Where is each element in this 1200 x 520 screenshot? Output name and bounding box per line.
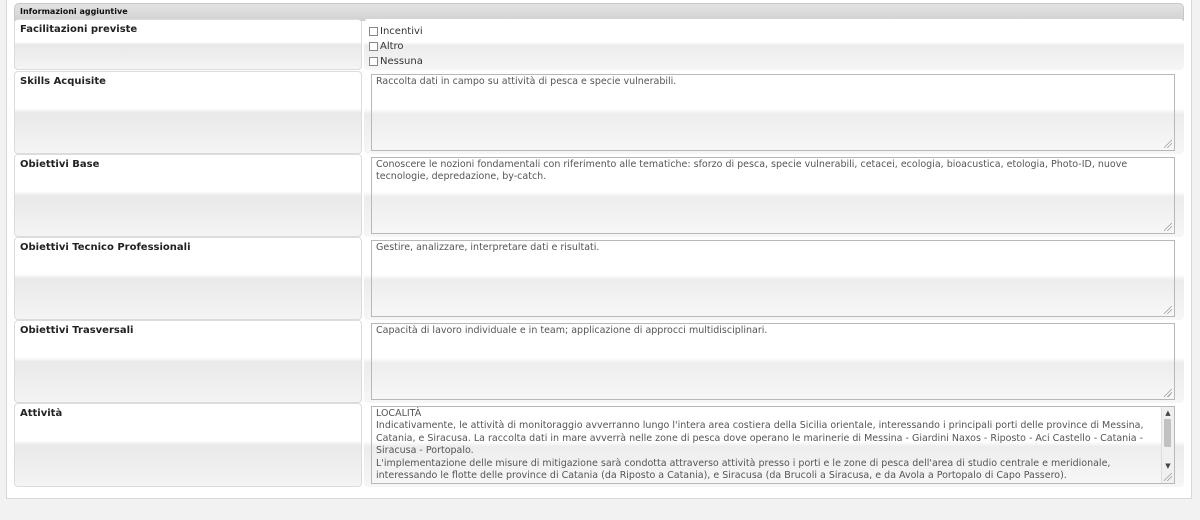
row-facilitazioni	[14, 19, 1184, 70]
scroll-thumb[interactable]	[1164, 419, 1171, 447]
skills-value	[364, 71, 1184, 154]
attivita-line-2: Indicativamente, le attività di monitoraggio avverranno lungo l'intera area costiera della Sicilia orientale, interessando i principali porti delle province di Messina, Catania, e Siracusa. La raccolta dati in mare avverrà nelle zone di pesca dove operano le marinerie di Messina - Giardini Naxos - Riposto - Aci Castello - Catania - Siracusa - Portopalo.	[376, 420, 1147, 457]
obiettivi-base-text: Conoscere le nozioni fondamentali con riferimento alle tematiche: sforzo di pesca, specie vulnerabili, cetacei, ecologia, bioacustica, etologia, Photo-ID, nuove tecnologie, depredazione, by-catch.	[376, 159, 1131, 183]
checkbox-nessuna-label: Nessuna	[380, 56, 423, 67]
obiettivi-trasversali-value	[364, 320, 1184, 403]
obiettivi-tecnico-textarea[interactable]	[371, 240, 1175, 317]
obiettivi-tecnico-text: Gestire, analizzare, interpretare dati e risultati.	[376, 242, 600, 253]
attivita-textarea[interactable]	[371, 406, 1175, 484]
checkbox-altro[interactable]	[369, 39, 1184, 54]
row-obiettivi-tecnico	[14, 237, 1184, 320]
row-obiettivi-trasversali	[14, 320, 1184, 403]
attivita-scrollbar[interactable]	[1161, 407, 1174, 483]
skills-label: Skills Acquisite	[14, 71, 362, 154]
checkbox-icon[interactable]	[369, 42, 378, 51]
attivita-value	[364, 403, 1184, 487]
resize-grip-icon[interactable]	[1164, 389, 1172, 397]
checkbox-nessuna[interactable]	[369, 54, 1184, 69]
additional-info-panel	[6, 0, 1192, 499]
attivita-label: Attività	[14, 403, 362, 487]
row-obiettivi-base	[14, 154, 1184, 237]
row-skills	[14, 71, 1184, 154]
checkbox-incentivi-label: Incentivi	[380, 26, 423, 37]
attivita-line-3: L'implementazione delle misure di mitigazione sarà condotta attraverso attività presso i porti e le zone di pesca dell'area di studio centrale e meridionale, interessando le flotte delle province di Catania (da Riposto a Catania), e Siracusa (da Brucoli a Siracusa, e da Avola a Portopalo di Capo Passero).	[376, 457, 1114, 482]
obiettivi-base-textarea[interactable]	[371, 157, 1175, 234]
chevron-up-icon[interactable]: ▲	[1165, 409, 1171, 417]
obiettivi-trasversali-text: Capacità di lavoro individuale e in team; applicazione di approcci multidisciplinari.	[376, 325, 768, 336]
obiettivi-base-label: Obiettivi Base	[14, 154, 362, 237]
row-attivita	[14, 403, 1184, 487]
chevron-down-icon[interactable]: ▼	[1165, 462, 1171, 470]
obiettivi-trasversali-textarea[interactable]	[371, 323, 1175, 400]
checkbox-icon[interactable]	[369, 27, 378, 36]
checkbox-incentivi[interactable]	[369, 24, 1184, 39]
section-title: Informazioni aggiuntive	[14, 3, 1184, 21]
obiettivi-base-value	[364, 154, 1184, 237]
checkbox-altro-label: Altro	[380, 41, 404, 52]
attivita-line-1: LOCALITÀ	[376, 408, 422, 419]
skills-text: Raccolta dati in campo su attività di pesca e specie vulnerabili.	[376, 76, 677, 87]
resize-grip-icon[interactable]	[1164, 473, 1172, 481]
facilitazioni-label: Facilitazioni previste	[14, 19, 362, 70]
skills-textarea[interactable]	[371, 74, 1175, 151]
facilitazioni-value	[364, 19, 1184, 70]
resize-grip-icon[interactable]	[1164, 306, 1172, 314]
obiettivi-tecnico-value	[364, 237, 1184, 320]
obiettivi-tecnico-label: Obiettivi Tecnico Professionali	[14, 237, 362, 320]
resize-grip-icon[interactable]	[1164, 140, 1172, 148]
obiettivi-trasversali-label: Obiettivi Trasversali	[14, 320, 362, 403]
checkbox-icon[interactable]	[369, 57, 378, 66]
resize-grip-icon[interactable]	[1164, 223, 1172, 231]
